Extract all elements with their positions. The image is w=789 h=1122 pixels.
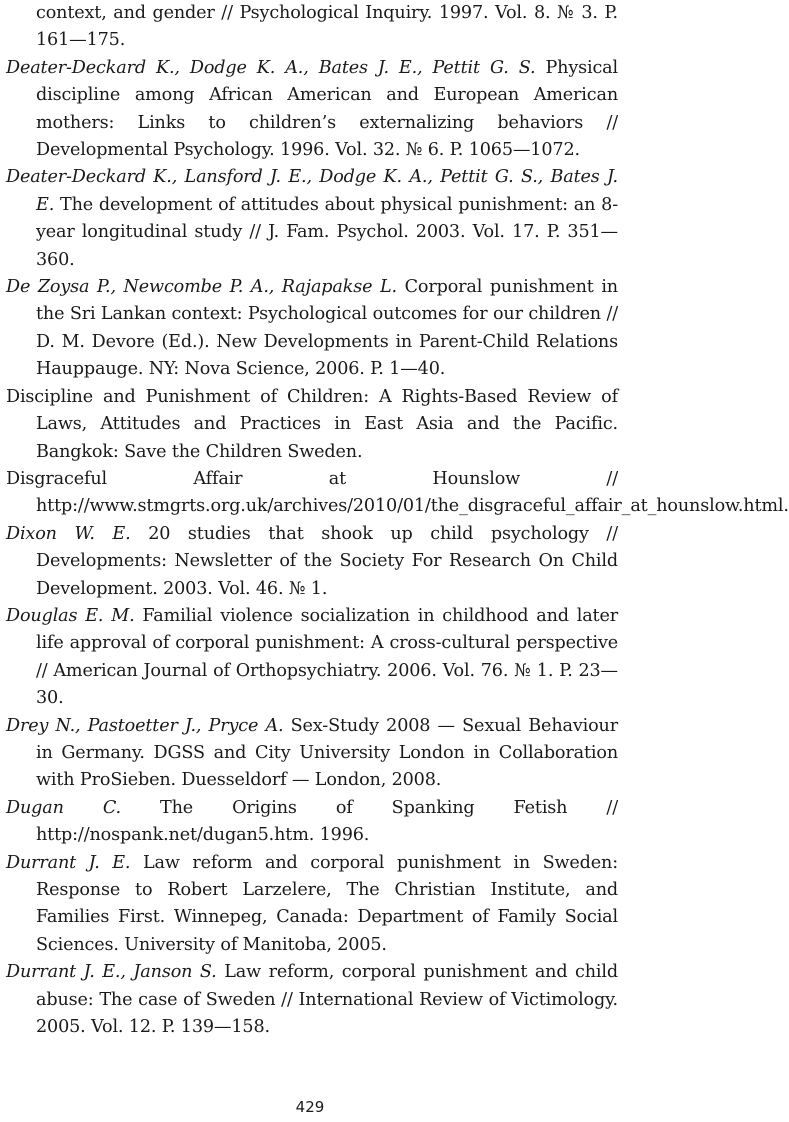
reference-text: Law reform, corporal punishment and child abuse: The case of Sweden // International Review of Victimology. 2005. Vol. 12. P. 139—158. xyxy=(36,962,618,1038)
reference-text: Familial violence socialization in childhood and later life approval of corporal punishment: A cross-cultural perspective // American Journal of Orthopsychiatry. 2006. Vol. 76. № 1. P. 23—30. xyxy=(36,605,619,709)
reference-entry-1 xyxy=(6,0,618,55)
reference-author: Dixon W. E. xyxy=(6,523,131,544)
reference-author: Deater-Deckard K., Dodge K. A., Bates J. E., Pettit G. S. xyxy=(6,57,536,78)
reference-text: Sex-Study 2008 — Sexual Behaviour in Germany. DGSS and City University London in Collaboration with ProSieben. Duesseldorf — London, 2008. xyxy=(36,715,618,791)
reference-entry-3 xyxy=(6,164,618,274)
reference-author: Durrant J. E., Janson S. xyxy=(6,962,217,983)
reference-entry-8 xyxy=(6,603,618,713)
reference-author: De Zoysa P., Newcombe P. A., Rajapakse L. xyxy=(6,277,397,298)
reference-entry-10 xyxy=(6,795,618,850)
reference-text: The development of attitudes about physical punishment: an 8-year longitudinal study // J. Fam. Psychol. 2003. Vol. 17. P. 351—360. xyxy=(36,194,618,270)
reference-text: 20 studies that shook up child psychology // Developments: Newsletter of the Society For Research On Child Development. 2003. Vol. 46. № 1. xyxy=(36,523,618,599)
reference-text: Corporal punishment in the Sri Lankan context: Psychological outcomes for our children // D. M. Devore (Ed.). New Developments in Parent-Child Relations Hauppauge. NY: Nova Science, 2006. P. 1—40. xyxy=(36,277,618,380)
reference-author: Dugan C. xyxy=(6,797,121,818)
reference-author: Douglas E. M. xyxy=(6,605,135,626)
reference-text: Discipline and Punishment of Children: A Rights-Based Review of Laws, Attitudes and Practices in East Asia and the Pacific. Bangkok: Save the Children Sweden. xyxy=(6,386,618,462)
reference-text: context, and gender // Psychological Inquiry. 1997. Vol. 8. № 3. P. 161—175. xyxy=(36,3,618,51)
page-number: 429 xyxy=(295,1098,325,1116)
reference-entry-7 xyxy=(6,521,618,603)
reference-author: Durrant J. E. xyxy=(6,852,131,873)
reference-entry-5 xyxy=(6,384,618,466)
reference-entry-9 xyxy=(6,713,618,795)
reference-text: Law reform and corporal punishment in Sweden: Response to Robert Larzelere, The Christian Institute, and Families First. Winnepeg, Canada: Department of Family Social Sciences. University of Manitoba, 2005. xyxy=(36,852,618,955)
reference-entry-6 xyxy=(6,466,789,521)
reference-list xyxy=(6,0,789,1041)
reference-text: The Origins of Spanking Fetish // http://nospank.net/dugan5.htm. 1996. xyxy=(36,797,618,846)
reference-author: Drey N., Pastoetter J., Pryce A. xyxy=(6,715,284,736)
reference-entry-4 xyxy=(6,274,618,384)
reference-entry-2 xyxy=(6,55,618,165)
reference-text: Physical discipline among African American and European American mothers: Links to children’s externalizing behaviors // Developmental Psychology. 1996. Vol. 32. № 6. P. 1065—1072. xyxy=(36,57,618,161)
reference-author: Deater-Deckard K., Lansford J. E., Dodge K. A., Pettit G. S., Bates J. E. xyxy=(6,167,618,215)
reference-entry-12 xyxy=(6,959,618,1041)
reference-entry-11 xyxy=(6,850,618,960)
reference-text: Disgraceful Affair at Hounslow // http://www.stmgrts.org.uk/archives/2010/01/the_disgraceful_affair_at_hounslow.html. xyxy=(6,468,789,517)
